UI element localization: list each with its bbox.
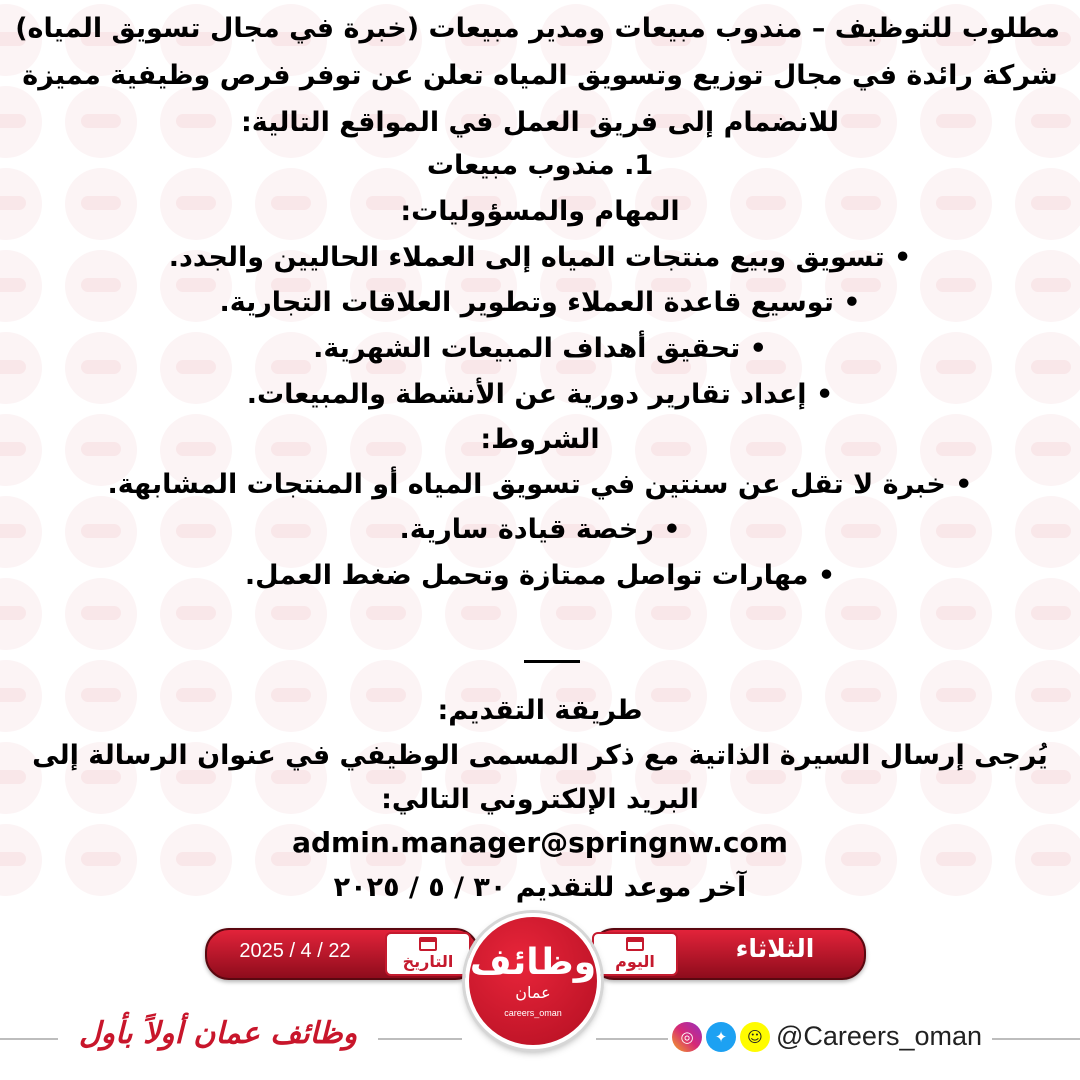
post-title: مطلوب للتوظيف – مندوب مبيعات ومدير مبيعات (خبرة في مجال تسويق المياه) bbox=[15, 13, 1060, 44]
logo-sub-text: عمان bbox=[515, 983, 551, 1002]
twitter-icon[interactable]: ✦ bbox=[706, 1022, 736, 1052]
duty-item: • إعداد تقارير دورية عن الأنشطة والمبيعات. bbox=[246, 379, 834, 410]
deadline-text: آخر موعد للتقديم ٣٠ / ٥ / ٢٠٢٥ bbox=[333, 872, 747, 903]
requirement-item: • خبرة لا تقل عن سنتين في تسويق المياه أو المنتجات المشابهة. bbox=[107, 469, 973, 500]
post-intro-line-2: للانضمام إلى فريق العمل في المواقع التالية: bbox=[241, 107, 839, 138]
slogan-calligraphy: وظائف عمان أولاً بأول bbox=[78, 1016, 358, 1051]
snapchat-icon[interactable]: ☺ bbox=[740, 1022, 770, 1052]
date-value: 2025 / 4 / 22 bbox=[239, 940, 351, 962]
duties-heading: المهام والمسؤوليات: bbox=[400, 196, 680, 227]
duty-item: • تحقيق أهداف المبيعات الشهرية. bbox=[313, 333, 767, 364]
logo-small-text: careers_oman bbox=[504, 1008, 562, 1018]
instagram-icon[interactable]: ◎ bbox=[672, 1022, 702, 1052]
apply-email-link[interactable]: admin.manager@springnw.com bbox=[292, 826, 788, 859]
footer bbox=[0, 905, 1080, 1080]
duty-item: • توسيع قاعدة العملاء وتطوير العلاقات التجارية. bbox=[219, 287, 861, 318]
requirements-heading: الشروط: bbox=[480, 424, 600, 455]
requirement-item: • مهارات تواصل ممتازة وتحمل ضغط العمل. bbox=[244, 560, 836, 591]
day-tag-label: اليوم bbox=[615, 952, 655, 971]
position-title: 1. مندوب مبيعات bbox=[426, 150, 654, 181]
apply-text-line-1: يُرجى إرسال السيرة الذاتية مع ذكر المسمى الوظيفي في عنوان الرسالة إلى bbox=[32, 740, 1048, 771]
date-tag-label: التاريخ bbox=[402, 952, 454, 971]
post-intro-line-1: شركة رائدة في مجال توزيع وتسويق المياه تعلن عن توفر فرص وظيفية مميزة bbox=[22, 60, 1058, 91]
apply-heading: طريقة التقديم: bbox=[437, 695, 643, 726]
logo-main-text: وظائف bbox=[469, 942, 597, 983]
apply-text-line-2: البريد الإلكتروني التالي: bbox=[381, 784, 699, 815]
duty-item: • تسويق وبيع منتجات المياه إلى العملاء الحاليين والجدد. bbox=[168, 242, 912, 273]
section-divider bbox=[524, 660, 580, 663]
requirement-item: • رخصة قيادة سارية. bbox=[399, 514, 681, 545]
social-handle[interactable]: @Careers_oman bbox=[776, 1021, 982, 1051]
day-value: الثلاثاء bbox=[735, 934, 815, 963]
